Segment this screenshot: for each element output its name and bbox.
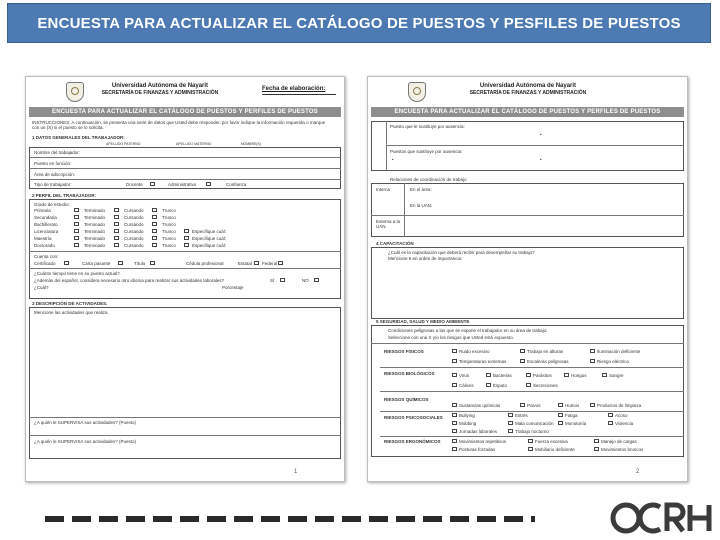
estado-label: Trunco	[162, 208, 176, 213]
riesgo-checkbox[interactable]	[508, 429, 513, 433]
estado-label: Cursando	[124, 222, 144, 227]
riesgo-checkbox[interactable]	[558, 421, 563, 425]
cuenta-item: Título	[134, 261, 146, 266]
divider	[29, 157, 341, 158]
nivel-label: Doctorado	[34, 243, 55, 248]
riesgo-checkbox[interactable]	[508, 421, 513, 425]
especifique-label: Especifique cuál:	[192, 236, 227, 241]
riesgo-checkbox[interactable]	[590, 403, 595, 407]
date-field-line	[262, 94, 336, 95]
actividades-hint: Mencione las actividades que realiza.	[34, 310, 109, 315]
cuenta-checkbox[interactable]	[278, 261, 283, 265]
divider	[29, 179, 341, 180]
riesgo-checkbox[interactable]	[452, 349, 457, 353]
estado-label: Cursando	[124, 243, 144, 248]
riesgo-checkbox[interactable]	[452, 403, 457, 407]
relaciones-label: Relaciones de coordinación de trabajo	[390, 177, 467, 182]
riesgo-item: Cálices	[459, 383, 474, 388]
divider	[371, 215, 684, 216]
divider	[29, 168, 341, 169]
riesgo-checkbox[interactable]	[590, 359, 595, 363]
si-label: SÍ	[270, 278, 275, 283]
quien-question: ¿A quién le SUPERVISA sus actividades? (Puesto)	[34, 439, 136, 444]
riesgo-item: Ruido excesivo	[459, 349, 490, 354]
estado-label: Terminado	[84, 222, 106, 227]
university-seal-icon	[66, 82, 84, 102]
cuenta-item: Federal	[262, 261, 278, 266]
riesgo-label: RIESGOS FÍSICOS	[384, 349, 424, 354]
porcentaje-label: Porcentaje	[222, 285, 244, 290]
slide-title: ENCUESTA PARA ACTUALIZAR EL CATÁLOGO DE PUESTOS Y PESFILES DE PUESTOS	[37, 14, 681, 32]
riesgo-label: RIESGOS BIOLÓGICOS	[384, 371, 435, 376]
riesgo-checkbox[interactable]	[452, 359, 457, 363]
riesgo-item: Posturas forzadas	[459, 447, 496, 452]
capacitacion-hint: Mencione 6 en orden de importancia:	[388, 256, 463, 261]
cuenta-label: Cuenta con:	[34, 254, 59, 259]
riesgo-label: RIESGOS ERGONÓMICOS	[384, 439, 441, 444]
divider	[29, 251, 341, 252]
riesgo-label: RIESGOS QUÍMICOS	[384, 397, 429, 402]
riesgo-item: Acoso	[615, 413, 628, 418]
riesgo-checkbox[interactable]	[520, 403, 525, 407]
riesgo-checkbox[interactable]	[526, 383, 531, 387]
riesgo-item: Mobbing	[459, 421, 477, 426]
estado-checkbox[interactable]	[152, 229, 157, 233]
sustituidos-question: Puestos que sustituye por ausencia:	[390, 149, 463, 154]
cuenta-checkbox[interactable]	[150, 261, 155, 265]
col-label-materno: APELLIDO MATERNO	[176, 142, 212, 146]
university-name: Universidad Autónoma de Nayarit	[479, 83, 577, 89]
estado-checkbox[interactable]	[184, 229, 189, 233]
university-seal-icon	[408, 82, 426, 102]
nivel-checkbox[interactable]	[74, 229, 79, 233]
section1-title: 1 DATOS GENERALES DEL TRABAJADOR:	[32, 135, 125, 140]
estado-label: Trunco	[162, 236, 176, 241]
estado-checkbox[interactable]	[184, 243, 189, 247]
riesgo-checkbox[interactable]	[452, 383, 457, 387]
no-checkbox[interactable]	[314, 278, 319, 282]
divider	[404, 183, 405, 237]
tipo-administrativo-label: Administrativo	[168, 182, 197, 187]
field-tipo-label: Tipo de trabajador:	[34, 182, 72, 187]
seleccione-question: Seleccione con una X y/o los riesgos que Usted está expuesto.	[388, 335, 514, 340]
nivel-label: Bachillerato	[34, 222, 58, 227]
riesgo-checkbox[interactable]	[452, 429, 457, 433]
estado-checkbox[interactable]	[152, 243, 157, 247]
riesgo-item: Iluminación deficiente	[597, 349, 641, 354]
riesgo-checkbox[interactable]	[564, 373, 569, 377]
cuenta-checkbox[interactable]	[64, 261, 69, 265]
estado-checkbox[interactable]	[152, 208, 157, 212]
cuenta-checkbox[interactable]	[118, 261, 123, 265]
field-puesto-label: Puesto en función:	[34, 161, 72, 166]
university-name-block	[90, 83, 230, 97]
condiciones-question: Condiciones peligrosas a las que se expone el trabajador en su área de trabajo:	[388, 328, 548, 333]
riesgo-item: Hongos	[571, 373, 587, 378]
tiempo-question: ¿Cuánto tiempo tiene en su puesto actual?	[34, 271, 120, 276]
riesgo-item: Parásitos	[533, 373, 552, 378]
riesgo-checkbox[interactable]	[594, 447, 599, 451]
nivel-checkbox[interactable]	[74, 236, 79, 240]
riesgo-checkbox[interactable]	[526, 373, 531, 377]
cuenta-item: Cédula profesional	[186, 261, 224, 266]
riesgo-checkbox[interactable]	[608, 421, 613, 425]
riesgo-item: Estrés	[515, 413, 528, 418]
riesgo-checkbox[interactable]	[508, 413, 513, 417]
estado-checkbox[interactable]	[114, 236, 119, 240]
divider	[386, 121, 387, 171]
estado-checkbox[interactable]	[184, 236, 189, 240]
riesgo-item: Trabajo nocturno	[515, 429, 549, 434]
estado-label: Trunco	[162, 215, 176, 220]
riesgo-item: Trabajo en alturas	[527, 349, 564, 354]
estado-label: Cursando	[124, 208, 144, 213]
riesgo-checkbox[interactable]	[558, 413, 563, 417]
nivel-checkbox[interactable]	[74, 215, 79, 219]
section2-box	[29, 199, 341, 299]
estado-checkbox[interactable]	[114, 215, 119, 219]
form-title-bar: ENCUESTA PARA ACTUALIZAR EL CATÁLOGO DE PUESTOS Y PERFILES DE PUESTOS	[371, 107, 684, 117]
riesgo-item: Bullying	[459, 413, 475, 418]
riesgo-checkbox[interactable]	[452, 439, 457, 443]
field-nombre-label: Nombre del trabajador:	[34, 150, 81, 155]
tipo-docente-label: Docente	[126, 182, 143, 187]
estado-label: Trunco	[162, 222, 176, 227]
tipo-administrativo-checkbox[interactable]	[206, 182, 211, 186]
nivel-label: Maestría	[34, 236, 52, 241]
page-number: 2	[636, 469, 640, 475]
nivel-checkbox[interactable]	[74, 222, 79, 226]
riesgo-item: Fuerza excesiva	[535, 439, 568, 444]
riesgo-item: Movimientos bruscos	[601, 447, 644, 452]
instructions-text: INSTRUCCIONES: A continuación, se presenta una serie de datos que Usted debe responder, por favor indique la información requerida o marque con un (X) si el puesto se lo solicita.	[32, 120, 326, 130]
riesgo-checkbox[interactable]	[452, 373, 457, 377]
date-label: Fecha de elaboración:	[262, 86, 326, 92]
riesgo-checkbox[interactable]	[590, 349, 595, 353]
estado-label: Trunco	[162, 243, 176, 248]
page-number: 1	[294, 469, 298, 475]
riesgo-item: Polvos	[527, 403, 541, 408]
department-name: SECRETARÍA DE FINANZAS Y ADMINISTRACIÓN	[101, 90, 219, 96]
form-title-bar: ENCUESTA PARA ACTUALIZAR EL CATÁLOGO DE PUESTOS Y PERFILES DE PUESTOS	[29, 107, 341, 117]
capacitacion-question: ¿Cuál es la capacitación que deberá recibir para desempeñar su trabajo?	[388, 250, 535, 255]
riesgo-item: Esputo	[493, 383, 508, 388]
nivel-label: Secundaria	[34, 215, 57, 220]
interna-label: Interna	[376, 187, 391, 192]
divider	[380, 391, 684, 392]
riesgo-item: Violencia	[615, 421, 634, 426]
externa-label: Externa a la UAN	[376, 219, 401, 229]
riesgo-item: Virus	[459, 373, 470, 378]
riesgo-item: Mobiliario deficiente	[535, 447, 575, 452]
riesgo-checkbox[interactable]	[486, 373, 491, 377]
divider	[380, 367, 684, 368]
divider	[29, 417, 341, 418]
riesgo-item: Escaleras peligrosas	[527, 359, 569, 364]
university-name: Universidad Autónoma de Nayarit	[111, 83, 209, 89]
riesgo-item: Riesgo eléctrico	[597, 359, 630, 364]
riesgo-checkbox[interactable]	[520, 349, 525, 353]
cuenta-item: Carta pasante	[82, 261, 111, 266]
estado-checkbox[interactable]	[114, 222, 119, 226]
divider	[29, 435, 341, 436]
section3-box	[29, 307, 341, 459]
riesgo-item: Movimientos repetitivos	[459, 439, 507, 444]
riesgo-item: Temperaturas extremas	[459, 359, 507, 364]
riesgo-item: Secreciones	[533, 383, 558, 388]
riesgo-checkbox[interactable]	[558, 403, 563, 407]
riesgo-checkbox[interactable]	[452, 421, 457, 425]
bullet: •	[392, 157, 394, 162]
bullet: •	[540, 132, 542, 137]
riesgo-label: RIESGOS PSICOSOCIALES	[384, 415, 443, 420]
ocrh-logo-icon	[610, 498, 714, 538]
estado-label: Trunco	[162, 229, 176, 234]
no-label: NO	[302, 278, 309, 283]
estado-label: Cursando	[124, 215, 144, 220]
university-name-block	[448, 83, 608, 97]
estado-label: Cursando	[124, 229, 144, 234]
form-page-1	[25, 76, 345, 482]
section5-title: 5 SEGURIDAD, SALUD Y MEDIO AMBIENTE	[376, 319, 470, 324]
nivel-checkbox[interactable]	[74, 243, 79, 247]
divider	[371, 343, 684, 344]
nivel-checkbox[interactable]	[74, 208, 79, 212]
logo-text: OCRH	[610, 498, 613, 499]
riesgo-item: Productos de limpieza	[597, 403, 642, 408]
riesgo-item: Bacterias	[493, 373, 512, 378]
estado-checkbox[interactable]	[114, 208, 119, 212]
estado-label: Terminado	[84, 215, 106, 220]
supervisa-question: ¿A quién le SUPERVISA sus actividades? (Puesto)	[34, 420, 136, 425]
riesgo-item: Humos	[565, 403, 580, 408]
bullet: •	[540, 157, 542, 162]
grado-label: Grado de estudio:	[34, 202, 70, 207]
riesgo-item: Monotonía	[565, 421, 587, 426]
estado-checkbox[interactable]	[152, 236, 157, 240]
riesgo-checkbox[interactable]	[602, 373, 607, 377]
cuenta-checkbox[interactable]	[254, 261, 259, 265]
slide-title-banner	[7, 3, 711, 43]
sustituye-question: Puesto que le sustituye por ausencia:	[390, 124, 465, 129]
nivel-label: Licenciatura	[34, 229, 59, 234]
tipo-confianza-label: Confianza	[226, 182, 247, 187]
col-label-nombre: NOMBRE(S)	[241, 142, 262, 146]
section3-title: 3 DESCRIPCIÓN DE ACTIVIDADES.	[32, 301, 108, 306]
riesgo-checkbox[interactable]	[528, 439, 533, 443]
riesgo-item: Sustancias químicas	[459, 403, 501, 408]
riesgo-checkbox[interactable]	[608, 413, 613, 417]
estado-checkbox[interactable]	[114, 243, 119, 247]
cuenta-item: Estatal	[238, 261, 252, 266]
riesgo-checkbox[interactable]	[452, 413, 457, 417]
si-checkbox[interactable]	[280, 278, 285, 282]
form-page-2	[367, 76, 688, 482]
cual-label: ¿Cuál?	[34, 285, 49, 290]
divider	[380, 436, 684, 437]
dashed-divider	[45, 516, 535, 522]
en-area-label: En el área:	[410, 187, 432, 192]
riesgo-checkbox[interactable]	[452, 447, 457, 451]
page-header	[26, 77, 344, 105]
cuenta-item: Certificado	[34, 261, 56, 266]
idioma-question: ¿Además del español, considera necesario otro idioma para realizar sus actividades laborales?	[34, 278, 225, 283]
tipo-docente-checkbox[interactable]	[150, 182, 155, 186]
en-uan-label: En la UAN:	[410, 203, 433, 208]
riesgo-checkbox[interactable]	[528, 447, 533, 451]
section2-title: 2 PERFIL DEL TRABAJADOR:	[32, 193, 97, 198]
riesgo-item: Manejo de cargas	[601, 439, 637, 444]
especifique-label: Especifique cuál:	[192, 243, 227, 248]
nivel-label: Primaria	[34, 208, 51, 213]
divider	[386, 145, 684, 146]
riesgo-item: Sangre	[609, 373, 624, 378]
page-header	[368, 77, 687, 105]
field-area-label: Área de adscripción:	[34, 172, 76, 177]
riesgo-item: Mala comunicación	[515, 421, 554, 426]
estado-label: Cursando	[124, 236, 144, 241]
estado-label: Terminado	[84, 243, 106, 248]
estado-checkbox[interactable]	[152, 215, 157, 219]
col-label-paterno: APELLIDO PATERNO	[106, 142, 141, 146]
department-name: SECRETARÍA DE FINANZAS Y ADMINISTRACIÓN	[469, 90, 587, 96]
divider	[29, 268, 341, 269]
riesgo-checkbox[interactable]	[594, 439, 599, 443]
estado-checkbox[interactable]	[114, 229, 119, 233]
section4-title: 4 CAPACITACIÓN	[376, 241, 414, 246]
riesgo-item: Jornadas laborales	[459, 429, 498, 434]
estado-checkbox[interactable]	[152, 222, 157, 226]
riesgo-item: Fatiga	[565, 413, 578, 418]
estado-label: Terminado	[84, 236, 106, 241]
estado-label: Terminado	[84, 229, 106, 234]
especifique-label: Especifique cuál:	[192, 229, 227, 234]
riesgo-checkbox[interactable]	[486, 383, 491, 387]
divider	[380, 411, 684, 412]
estado-label: Terminado	[84, 208, 106, 213]
riesgo-checkbox[interactable]	[520, 359, 525, 363]
